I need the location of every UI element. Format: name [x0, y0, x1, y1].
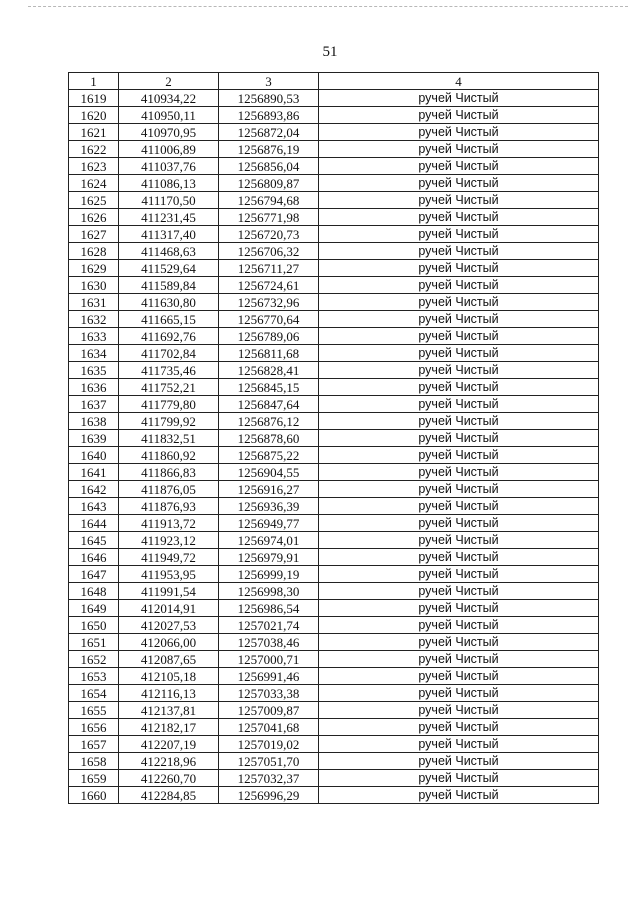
table-row: [69, 651, 599, 668]
object-name-cell: ручей Чистый: [319, 651, 599, 668]
y-coordinate-cell: 1256732,96: [219, 294, 319, 311]
x-coordinate-cell: 411923,12: [119, 532, 219, 549]
table-row: [69, 430, 599, 447]
object-name-cell: ручей Чистый: [319, 685, 599, 702]
table-row: [69, 770, 599, 787]
object-name-cell: ручей Чистый: [319, 345, 599, 362]
table-row: [69, 515, 599, 532]
table-row: [69, 583, 599, 600]
table-row: [69, 90, 599, 107]
y-coordinate-cell: 1256996,29: [219, 787, 319, 804]
x-coordinate-cell: 412105,18: [119, 668, 219, 685]
point-number-cell: 1631: [69, 294, 119, 311]
table-row: [69, 396, 599, 413]
table-row: [69, 413, 599, 430]
x-coordinate-cell: 412182,17: [119, 719, 219, 736]
point-number-cell: 1630: [69, 277, 119, 294]
point-number-cell: 1624: [69, 175, 119, 192]
point-number-cell: 1632: [69, 311, 119, 328]
point-number-cell: 1656: [69, 719, 119, 736]
point-number-cell: 1643: [69, 498, 119, 515]
point-number-cell: 1652: [69, 651, 119, 668]
point-number-cell: 1641: [69, 464, 119, 481]
object-name-cell: ручей Чистый: [319, 787, 599, 804]
y-coordinate-cell: 1256771,98: [219, 209, 319, 226]
y-coordinate-cell: 1256991,46: [219, 668, 319, 685]
point-number-cell: 1619: [69, 90, 119, 107]
x-coordinate-cell: 411630,80: [119, 294, 219, 311]
table-row: [69, 532, 599, 549]
y-coordinate-cell: 1256828,41: [219, 362, 319, 379]
column-header-x: 2: [119, 73, 219, 90]
x-coordinate-cell: 412027,53: [119, 617, 219, 634]
table-row: [69, 685, 599, 702]
y-coordinate-cell: 1256724,61: [219, 277, 319, 294]
point-number-cell: 1658: [69, 753, 119, 770]
y-coordinate-cell: 1256890,53: [219, 90, 319, 107]
y-coordinate-cell: 1256794,68: [219, 192, 319, 209]
y-coordinate-cell: 1257000,71: [219, 651, 319, 668]
x-coordinate-cell: 411589,84: [119, 277, 219, 294]
x-coordinate-cell: 411692,76: [119, 328, 219, 345]
point-number-cell: 1636: [69, 379, 119, 396]
table-row: [69, 481, 599, 498]
object-name-cell: ручей Чистый: [319, 430, 599, 447]
point-number-cell: 1660: [69, 787, 119, 804]
y-coordinate-cell: 1256811,68: [219, 345, 319, 362]
point-number-cell: 1633: [69, 328, 119, 345]
table-row: [69, 600, 599, 617]
x-coordinate-cell: 411529,64: [119, 260, 219, 277]
table-row: [69, 294, 599, 311]
x-coordinate-cell: 411665,15: [119, 311, 219, 328]
point-number-cell: 1644: [69, 515, 119, 532]
point-number-cell: 1649: [69, 600, 119, 617]
x-coordinate-cell: 410950,11: [119, 107, 219, 124]
object-name-cell: ручей Чистый: [319, 311, 599, 328]
object-name-cell: ручей Чистый: [319, 158, 599, 175]
x-coordinate-cell: 412260,70: [119, 770, 219, 787]
table-row: [69, 124, 599, 141]
table-body: [69, 90, 599, 804]
x-coordinate-cell: 410970,95: [119, 124, 219, 141]
point-number-cell: 1646: [69, 549, 119, 566]
x-coordinate-cell: 411991,54: [119, 583, 219, 600]
x-coordinate-cell: 412207,19: [119, 736, 219, 753]
object-name-cell: ручей Чистый: [319, 549, 599, 566]
y-coordinate-cell: 1257038,46: [219, 634, 319, 651]
table-row: [69, 668, 599, 685]
y-coordinate-cell: 1256720,73: [219, 226, 319, 243]
y-coordinate-cell: 1256770,64: [219, 311, 319, 328]
point-number-cell: 1625: [69, 192, 119, 209]
table-row: [69, 277, 599, 294]
x-coordinate-cell: 412218,96: [119, 753, 219, 770]
object-name-cell: ручей Чистый: [319, 413, 599, 430]
y-coordinate-cell: 1256999,19: [219, 566, 319, 583]
x-coordinate-cell: 411860,92: [119, 447, 219, 464]
object-name-cell: ручей Чистый: [319, 498, 599, 515]
point-number-cell: 1622: [69, 141, 119, 158]
y-coordinate-cell: 1256872,04: [219, 124, 319, 141]
table-row: [69, 158, 599, 175]
x-coordinate-cell: 411702,84: [119, 345, 219, 362]
point-number-cell: 1640: [69, 447, 119, 464]
point-number-cell: 1628: [69, 243, 119, 260]
table-row: [69, 328, 599, 345]
object-name-cell: ручей Чистый: [319, 600, 599, 617]
object-name-cell: ручей Чистый: [319, 277, 599, 294]
point-number-cell: 1653: [69, 668, 119, 685]
object-name-cell: ручей Чистый: [319, 634, 599, 651]
x-coordinate-cell: 411468,63: [119, 243, 219, 260]
table-row: [69, 787, 599, 804]
y-coordinate-cell: 1256845,15: [219, 379, 319, 396]
object-name-cell: ручей Чистый: [319, 719, 599, 736]
y-coordinate-cell: 1257009,87: [219, 702, 319, 719]
table-row: [69, 175, 599, 192]
y-coordinate-cell: 1256878,60: [219, 430, 319, 447]
point-number-cell: 1637: [69, 396, 119, 413]
object-name-cell: ручей Чистый: [319, 464, 599, 481]
table-row: [69, 634, 599, 651]
object-name-cell: ручей Чистый: [319, 668, 599, 685]
point-number-cell: 1651: [69, 634, 119, 651]
y-coordinate-cell: 1256916,27: [219, 481, 319, 498]
table-row: [69, 753, 599, 770]
object-name-cell: ручей Чистый: [319, 532, 599, 549]
table-row: [69, 311, 599, 328]
object-name-cell: ручей Чистый: [319, 566, 599, 583]
x-coordinate-cell: 412014,91: [119, 600, 219, 617]
table-row: [69, 141, 599, 158]
x-coordinate-cell: 412116,13: [119, 685, 219, 702]
x-coordinate-cell: 412066,00: [119, 634, 219, 651]
object-name-cell: ручей Чистый: [319, 243, 599, 260]
x-coordinate-cell: 412087,65: [119, 651, 219, 668]
y-coordinate-cell: 1257032,37: [219, 770, 319, 787]
x-coordinate-cell: 410934,22: [119, 90, 219, 107]
point-number-cell: 1659: [69, 770, 119, 787]
column-header-y: 3: [219, 73, 319, 90]
point-number-cell: 1621: [69, 124, 119, 141]
table-row: [69, 226, 599, 243]
table-row: [69, 719, 599, 736]
x-coordinate-cell: 411949,72: [119, 549, 219, 566]
object-name-cell: ручей Чистый: [319, 396, 599, 413]
point-number-cell: 1638: [69, 413, 119, 430]
table-row: [69, 192, 599, 209]
object-name-cell: ручей Чистый: [319, 481, 599, 498]
y-coordinate-cell: 1257033,38: [219, 685, 319, 702]
y-coordinate-cell: 1256856,04: [219, 158, 319, 175]
point-number-cell: 1627: [69, 226, 119, 243]
table-row: [69, 549, 599, 566]
x-coordinate-cell: 411317,40: [119, 226, 219, 243]
x-coordinate-cell: 411037,76: [119, 158, 219, 175]
point-number-cell: 1647: [69, 566, 119, 583]
object-name-cell: ручей Чистый: [319, 447, 599, 464]
point-number-cell: 1635: [69, 362, 119, 379]
x-coordinate-cell: 411799,92: [119, 413, 219, 430]
x-coordinate-cell: 411779,80: [119, 396, 219, 413]
point-number-cell: 1645: [69, 532, 119, 549]
y-coordinate-cell: 1257019,02: [219, 736, 319, 753]
x-coordinate-cell: 411086,13: [119, 175, 219, 192]
y-coordinate-cell: 1256706,32: [219, 243, 319, 260]
x-coordinate-cell: 411735,46: [119, 362, 219, 379]
y-coordinate-cell: 1256711,27: [219, 260, 319, 277]
x-coordinate-cell: 412284,85: [119, 787, 219, 804]
point-number-cell: 1623: [69, 158, 119, 175]
table-row: [69, 243, 599, 260]
table-row: [69, 702, 599, 719]
object-name-cell: ручей Чистый: [319, 515, 599, 532]
y-coordinate-cell: 1256936,39: [219, 498, 319, 515]
point-number-cell: 1620: [69, 107, 119, 124]
object-name-cell: ручей Чистый: [319, 209, 599, 226]
object-name-cell: ручей Чистый: [319, 583, 599, 600]
y-coordinate-cell: 1257021,74: [219, 617, 319, 634]
object-name-cell: ручей Чистый: [319, 260, 599, 277]
object-name-cell: ручей Чистый: [319, 379, 599, 396]
point-number-cell: 1650: [69, 617, 119, 634]
object-name-cell: ручей Чистый: [319, 362, 599, 379]
object-name-cell: ручей Чистый: [319, 328, 599, 345]
point-number-cell: 1642: [69, 481, 119, 498]
table-row: [69, 362, 599, 379]
y-coordinate-cell: 1256875,22: [219, 447, 319, 464]
y-coordinate-cell: 1256949,77: [219, 515, 319, 532]
object-name-cell: ручей Чистый: [319, 617, 599, 634]
coordinates-table: [68, 72, 599, 804]
object-name-cell: ручей Чистый: [319, 175, 599, 192]
object-name-cell: ручей Чистый: [319, 753, 599, 770]
column-header-object: 4: [319, 73, 599, 90]
table-row: [69, 379, 599, 396]
top-scan-rule: [28, 6, 628, 7]
table-row: [69, 260, 599, 277]
y-coordinate-cell: 1257051,70: [219, 753, 319, 770]
point-number-cell: 1629: [69, 260, 119, 277]
x-coordinate-cell: 411752,21: [119, 379, 219, 396]
point-number-cell: 1657: [69, 736, 119, 753]
y-coordinate-cell: 1256998,30: [219, 583, 319, 600]
object-name-cell: ручей Чистый: [319, 192, 599, 209]
point-number-cell: 1634: [69, 345, 119, 362]
y-coordinate-cell: 1256789,06: [219, 328, 319, 345]
page-number: 51: [322, 44, 338, 60]
point-number-cell: 1626: [69, 209, 119, 226]
table-row: [69, 464, 599, 481]
x-coordinate-cell: 411866,83: [119, 464, 219, 481]
x-coordinate-cell: 411832,51: [119, 430, 219, 447]
y-coordinate-cell: 1256876,19: [219, 141, 319, 158]
object-name-cell: ручей Чистый: [319, 90, 599, 107]
y-coordinate-cell: 1257041,68: [219, 719, 319, 736]
y-coordinate-cell: 1256876,12: [219, 413, 319, 430]
y-coordinate-cell: 1256809,87: [219, 175, 319, 192]
x-coordinate-cell: 411231,45: [119, 209, 219, 226]
point-number-cell: 1654: [69, 685, 119, 702]
point-number-cell: 1639: [69, 430, 119, 447]
object-name-cell: ручей Чистый: [319, 736, 599, 753]
object-name-cell: ручей Чистый: [319, 124, 599, 141]
table-header-row: [69, 73, 599, 90]
table-row: [69, 345, 599, 362]
point-number-cell: 1648: [69, 583, 119, 600]
x-coordinate-cell: 411876,93: [119, 498, 219, 515]
table-row: [69, 736, 599, 753]
point-number-cell: 1655: [69, 702, 119, 719]
object-name-cell: ручей Чистый: [319, 702, 599, 719]
column-header-number: 1: [69, 73, 119, 90]
object-name-cell: ручей Чистый: [319, 107, 599, 124]
object-name-cell: ручей Чистый: [319, 770, 599, 787]
object-name-cell: ручей Чистый: [319, 226, 599, 243]
table-row: [69, 617, 599, 634]
x-coordinate-cell: 412137,81: [119, 702, 219, 719]
x-coordinate-cell: 411953,95: [119, 566, 219, 583]
x-coordinate-cell: 411170,50: [119, 192, 219, 209]
y-coordinate-cell: 1256847,64: [219, 396, 319, 413]
y-coordinate-cell: 1256893,86: [219, 107, 319, 124]
table-row: [69, 209, 599, 226]
table-row: [69, 498, 599, 515]
x-coordinate-cell: 411876,05: [119, 481, 219, 498]
table-row: [69, 566, 599, 583]
x-coordinate-cell: 411006,89: [119, 141, 219, 158]
object-name-cell: ручей Чистый: [319, 141, 599, 158]
y-coordinate-cell: 1256979,91: [219, 549, 319, 566]
object-name-cell: ручей Чистый: [319, 294, 599, 311]
y-coordinate-cell: 1256974,01: [219, 532, 319, 549]
table-row: [69, 107, 599, 124]
y-coordinate-cell: 1256904,55: [219, 464, 319, 481]
x-coordinate-cell: 411913,72: [119, 515, 219, 532]
y-coordinate-cell: 1256986,54: [219, 600, 319, 617]
table-row: [69, 447, 599, 464]
